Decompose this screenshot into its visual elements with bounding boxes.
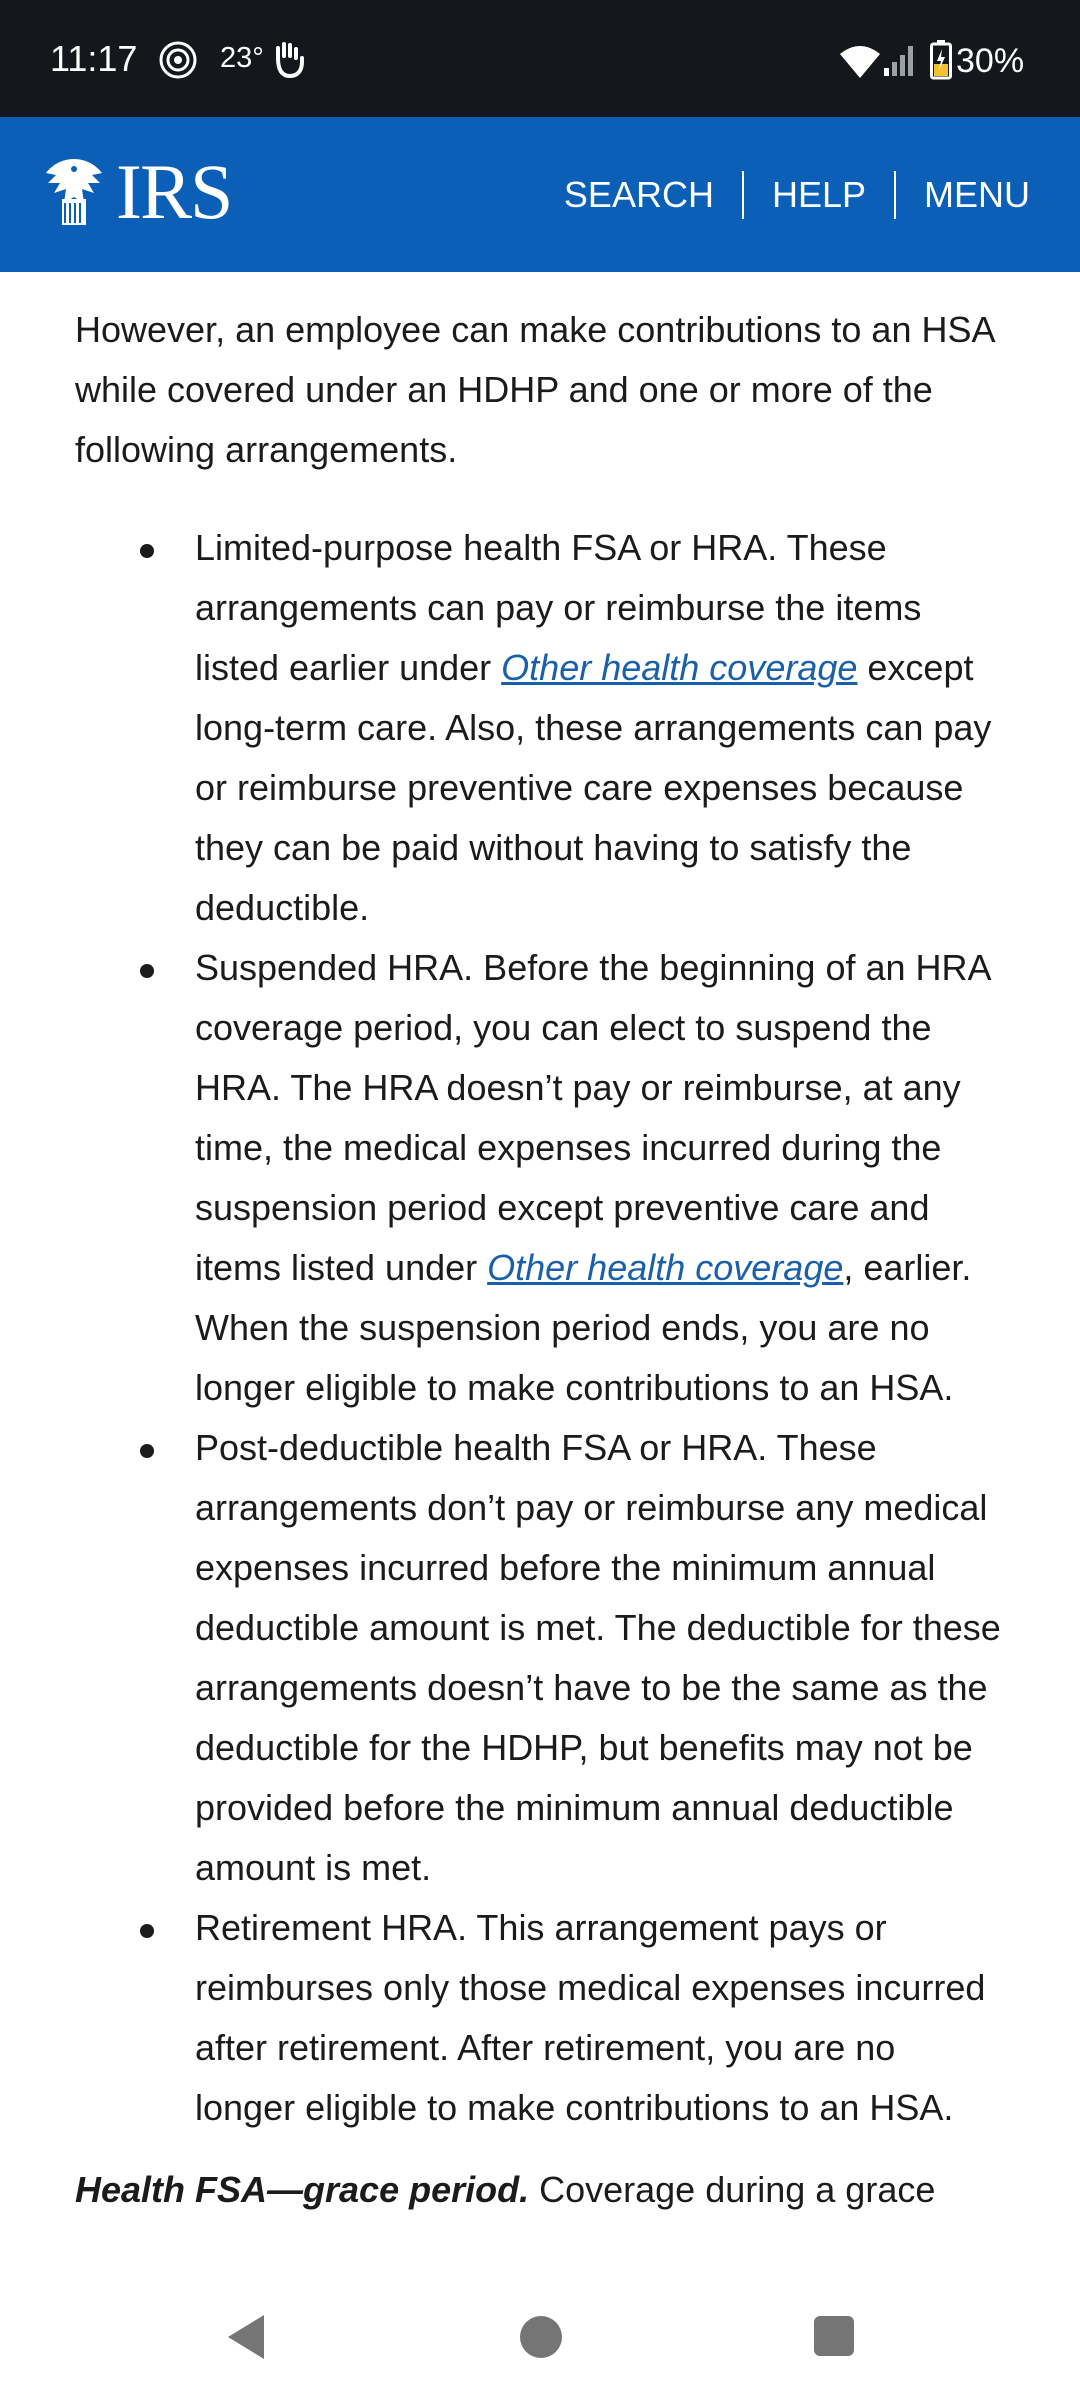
other-health-coverage-link[interactable]: Other health coverage (487, 1247, 844, 1288)
list-item-text: Suspended HRA. Before the beginning of an HRA coverage period, you can elect to suspend the HRA. The HRA doesn’t pay or reimburse, at any time, the medical expenses incurred during the suspension period except preventive care and items listed under (195, 947, 990, 1288)
header-nav (536, 117, 1030, 272)
grace-period-text: Coverage during a grace (529, 2169, 936, 2210)
list-item-text: Limited-purpose health FSA or HRA. These arrangements can pay or reimburse the items listed earlier under (195, 527, 922, 688)
hand-icon (272, 40, 306, 80)
menu-link[interactable]: MENU (924, 173, 1030, 215)
eagle-logo-icon (34, 153, 114, 231)
list-item-text: except long-term care. Also, these arrangements can pay or reimburse preventive care expenses because they can be paid without having to satisfy the deductible. (195, 647, 992, 928)
intro-paragraph: However, an employee can make contributions to an HSA while covered under an HDHP and one or more of the following arrangements. (75, 309, 994, 470)
list-item: Retirement HRA. This arrangement pays or reimburses only those medical expenses incurred after retirement. After retirement, you are no longer eligible to make contributions to an HSA. (75, 1898, 1005, 2138)
signal-icon (882, 42, 918, 78)
at-sign-icon (158, 40, 198, 80)
article-content (75, 300, 1005, 2256)
status-time: 11:17 (50, 38, 138, 79)
list-item (75, 518, 1005, 938)
other-health-coverage-link[interactable]: Other health coverage (501, 647, 858, 688)
battery-percentage: 30% (956, 42, 1025, 80)
wifi-icon (838, 44, 882, 78)
home-icon[interactable] (520, 2316, 562, 2358)
logo-text: IRS (116, 148, 232, 235)
irs-logo[interactable] (34, 147, 231, 237)
list-item: Post-deductible health FSA or HRA. These arrangements don’t pay or reimburse any medical expenses incurred before the minimum annual deductible amount is met. The deductible for these arrangements doesn’t have to be the same as the deductible for the HDHP, but benefits may not be provided before the minimum annual deductible amount is met. (75, 1418, 1005, 1898)
arrangement-list (75, 518, 1005, 2138)
list-item-text: , earlier. When the suspension period ends, you are no longer eligible to make contributions to an HSA. (195, 1247, 972, 1408)
status-bar (0, 0, 1080, 117)
list-item (75, 938, 1005, 1418)
system-navigation-bar (0, 2280, 1080, 2400)
site-header (0, 117, 1080, 272)
grace-period-heading: Health FSA—grace period. (75, 2169, 530, 2210)
battery-icon (930, 40, 952, 80)
back-icon[interactable] (224, 2312, 268, 2362)
search-link[interactable]: SEARCH (563, 173, 714, 215)
grace-period-paragraph (75, 2160, 1005, 2220)
status-temperature: 23° (220, 42, 264, 74)
help-link[interactable]: HELP (771, 173, 866, 215)
recents-icon[interactable] (814, 2316, 854, 2356)
